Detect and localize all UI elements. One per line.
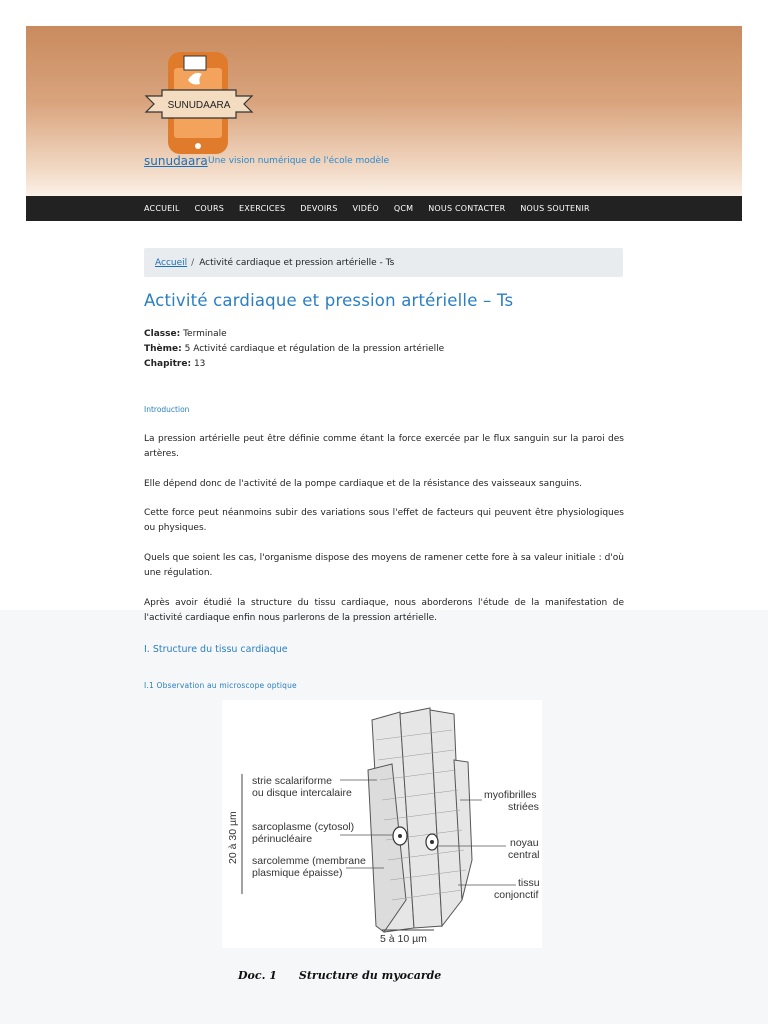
chapitre-value: 13 [193,359,206,369]
label-sarcolemme: sarcolemme (membrane [252,855,366,867]
label-membrane: plasmique épaisse) [252,867,343,879]
site-tagline: Une vision numérique de l'école modèle [208,156,390,166]
paragraph-3: Cette force peut néanmoins subir des variations sous l'effet de facteurs qui peuvent être physiologiques ou physiques. [144,508,624,533]
nav-soutenir[interactable]: NOUS SOUTENIR [520,204,590,213]
chapitre-label: Chapitre: [144,359,192,369]
label-disque: ou disque intercalaire [252,787,352,799]
site-header [26,26,742,196]
label-striees: striées [508,801,539,813]
label-sarcoplasme: sarcoplasme (cytosol) [252,821,355,833]
label-strie: strie scalariforme [252,775,332,787]
intro-heading: Introduction [144,405,190,414]
classe-value: Terminale [183,329,227,339]
label-noyau: noyau [510,837,539,849]
subsection-heading-observation: I.1 Observation au microscope optique [144,681,297,690]
nav-video[interactable]: VIDÉO [352,204,379,213]
main-nav [26,196,742,221]
paragraph-1: La pression artérielle peut être définie comme étant la force exercée par le flux sanguin sur la paroi des artères. [144,434,624,459]
width-dimension: 5 à 10 µm [380,933,427,945]
figure-caption-doc: Doc. 1 [238,969,277,982]
myocarde-diagram [222,700,542,948]
page-title: Activité cardiaque et pression artérielle – Ts [144,291,514,310]
breadcrumb [144,248,623,277]
nav-cours[interactable]: COURS [194,204,225,213]
label-conjonctif: conjonctif [494,889,539,901]
theme-label: Thème: [144,344,182,354]
breadcrumb-current: Activité cardiaque et pression artérielle - Ts [199,257,395,268]
section-heading-structure: I. Structure du tissu cardiaque [144,644,288,655]
label-myofibrilles: myofibrilles [484,789,537,801]
breadcrumb-home-link[interactable]: Accueil [155,257,188,268]
nav-accueil[interactable]: ACCUEIL [144,204,180,213]
article-meta [144,327,444,372]
height-dimension: 20 à 30 µm [227,811,239,864]
nav-qcm[interactable]: QCM [393,204,414,213]
paragraph-4: Quels que soient les cas, l'organisme dispose des moyens de ramener cette fore à sa valeur initiale : d'où une régulation. [144,553,624,578]
logo-text: SUNUDAARA [167,100,231,111]
site-logo[interactable] [144,50,254,156]
theme-value: 5 Activité cardiaque et régulation de la pression artérielle [184,344,445,354]
site-name-link[interactable]: sunudaara [144,154,208,168]
breadcrumb-separator: / [191,257,195,268]
label-tissu: tissu [518,877,540,889]
nav-devoirs[interactable]: DEVOIRS [300,204,338,213]
label-central: central [508,849,540,861]
paragraph-2: Elle dépend donc de l'activité de la pompe cardiaque et de la résistance des vaisseaux sanguins. [144,479,583,489]
paragraph-5: Après avoir étudié la structure du tissu cardiaque, nous aborderons l'étude de la manifestation de l'activité cardiaque enfin nous parlerons de la pression artérielle. [144,598,624,623]
classe-label: Classe: [144,329,181,339]
label-perinucleaire: périnucléaire [252,833,313,845]
myocarde-figure [222,700,542,948]
figure-caption-title: Structure du myocarde [298,969,442,982]
nav-contact[interactable]: NOUS CONTACTER [428,204,506,213]
figure-caption [238,969,441,982]
nav-exercices[interactable]: EXERCICES [239,204,286,213]
